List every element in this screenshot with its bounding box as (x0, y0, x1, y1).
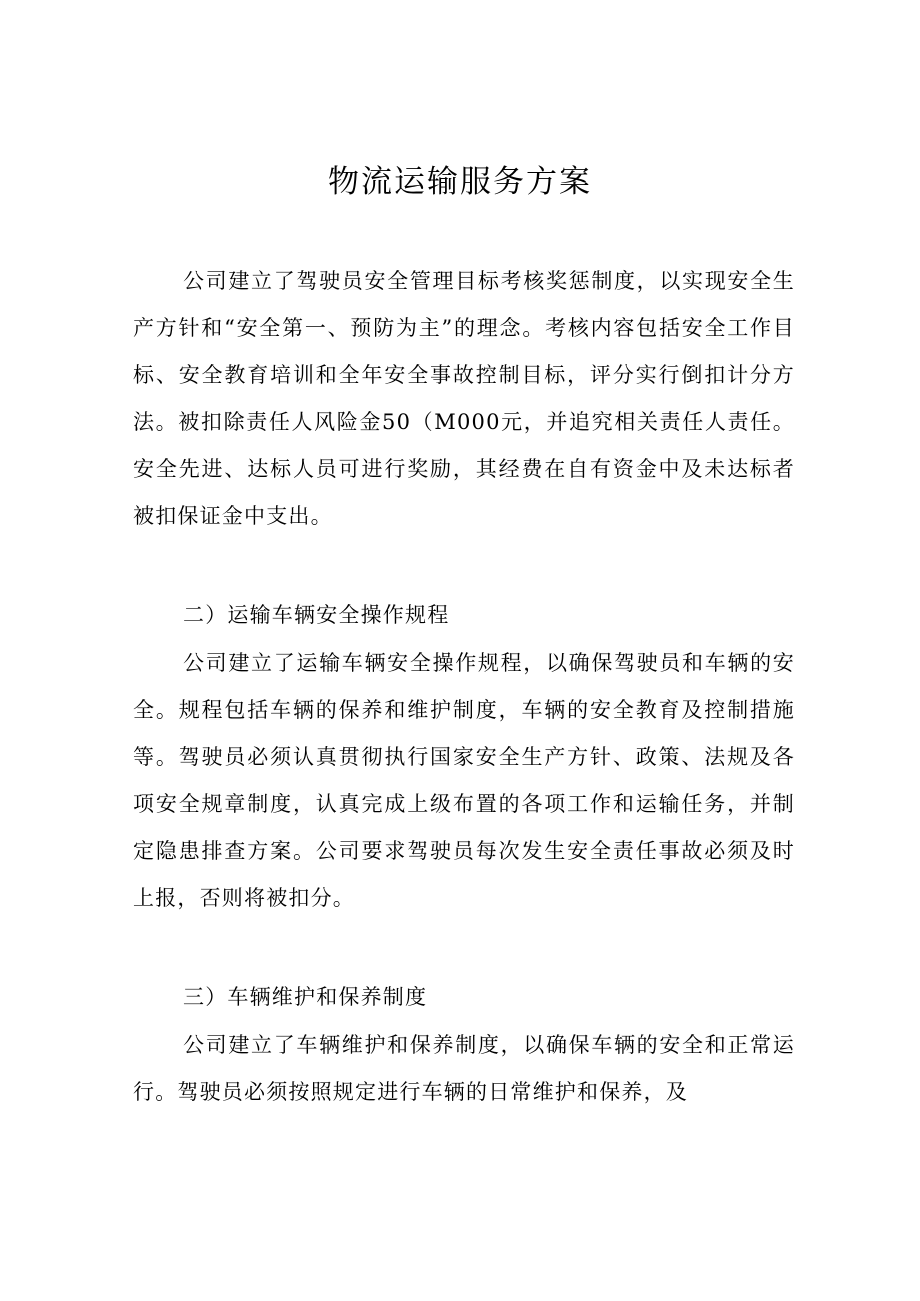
section-heading-vehicle-safety-procedures: 二）运输车辆安全操作规程 (183, 603, 450, 627)
document-title: 物流运输服务方案 (328, 164, 592, 200)
section-heading-vehicle-maintenance: 三）车辆维护和保养制度 (183, 985, 428, 1009)
paragraph-vehicle-maintenance: 公司建立了车辆维护和保养制度，以确保车辆的安全和正常运行。驾驶员必须按照规定进行车辆的日常维护和保养，及 (133, 1033, 795, 1104)
paragraph-driver-safety-assessment: 公司建立了驾驶员安全管理目标考核奖惩制度，以实现安全生产方针和“安全第一、预防为主”的理念。考核内容包括安全工作目标、安全教育培训和全年安全事故控制目标，评分实行倒扣计分方法。被扣除责任人风险金50（M000元，并追究相关责任人责任。安全先进、达标人员可进行奖励，其经费在自有资金中及未达标者被扣保证金中支出。 (133, 269, 795, 528)
paragraph-vehicle-safety-procedures: 公司建立了运输车辆安全操作规程，以确保驾驶员和车辆的安全。规程包括车辆的保养和维护制度，车辆的安全教育及控制措施等。驾驶员必须认真贯彻执行国家安全生产方针、政策、法规及各项安全规章制度，认真完成上级布置的各项工作和运输任务，并制定隐患排查方案。公司要求驾驶员每次发生安全责任事故必须及时上报，否则将被扣分。 (133, 651, 795, 910)
